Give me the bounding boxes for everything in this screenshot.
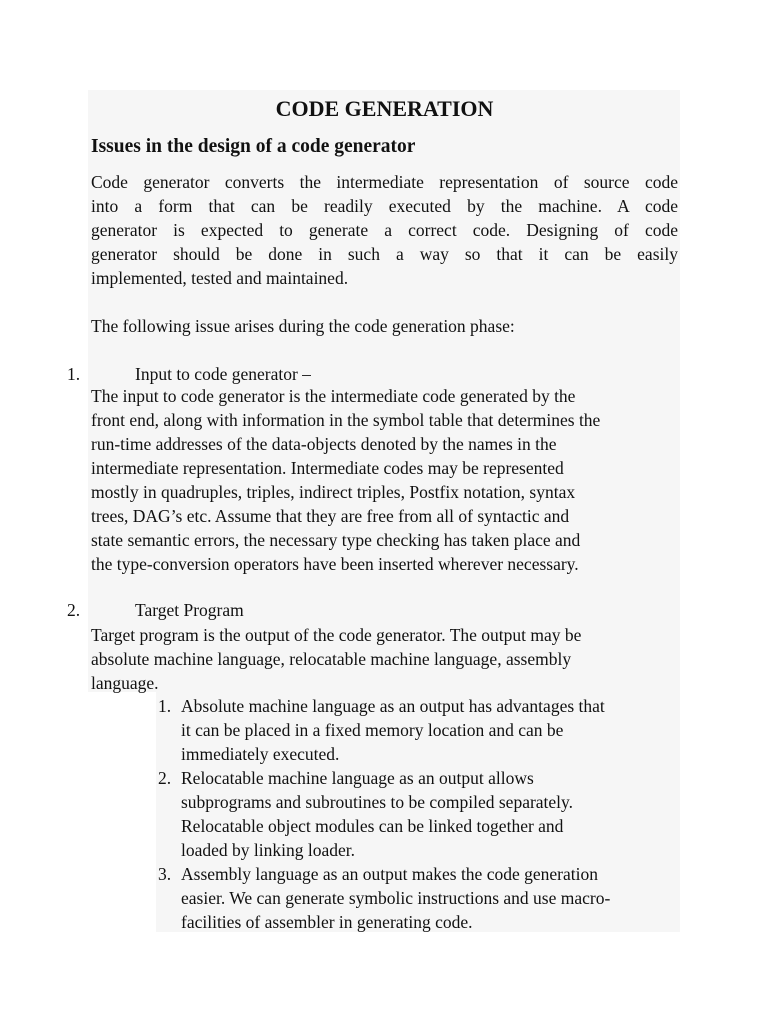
following-issue-text: The following issue arises during the code generation phase: [91,316,515,336]
intro-line: into a form that can be readily executed by the machine. A code [91,196,678,216]
section-1-title: Input to code generator – [135,364,311,384]
list-item-3-number: 3. [158,864,172,884]
list-item-1-line: Absolute machine language as an output has advantages that [181,696,605,716]
intro-line: implemented, tested and maintained. [91,268,349,288]
list-item-2-line: Relocatable object modules can be linked together and [181,816,564,836]
section-1-line: mostly in quadruples, triples, indirect triples, Postfix notation, syntax [91,482,576,502]
list-item-2-line: subprograms and subroutines to be compiled separately. [181,792,574,812]
intro-line: Code generator converts the intermediate representation of source code [91,172,678,192]
list-item-1-line: immediately executed. [181,744,340,764]
section-1-line: trees, DAG’s etc. Assume that they are free from all of syntactic and [91,506,570,526]
list-item-3-line: facilities of assembler in generating code. [181,912,473,932]
section-1-line: The input to code generator is the intermediate code generated by the [91,386,576,406]
section-2-number: 2. [67,600,81,620]
list-item-2-number: 2. [158,768,172,788]
section-2-line: absolute machine language, relocatable machine language, assembly [91,649,572,669]
section-heading: Issues in the design of a code generator [91,136,416,157]
section-1-line: run-time addresses of the data-objects denoted by the names in the [91,434,557,454]
list-item-3-line: easier. We can generate symbolic instructions and use macro- [181,888,611,908]
list-item-3-line: Assembly language as an output makes the code generation [181,864,598,884]
section-1-number: 1. [67,364,81,384]
page-title: CODE GENERATION [275,96,494,121]
section-1-line: state semantic errors, the necessary type checking has taken place and [91,530,581,550]
list-item-1-line: it can be placed in a fixed memory location and can be [181,720,564,740]
intro-line: generator is expected to generate a correct code. Designing of code [91,220,678,240]
section-2-line: language. [91,673,159,693]
section-2-title: Target Program [135,600,244,620]
list-item-2-line: loaded by linking loader. [181,840,355,860]
section-1-line: front end, along with information in the symbol table that determines the [91,410,601,430]
list-item-1-number: 1. [158,696,172,716]
section-1-line: intermediate representation. Intermediate codes may be represented [91,458,564,478]
section-2-line: Target program is the output of the code generator. The output may be [91,625,582,645]
intro-line: generator should be done in such a way so that it can be easily [91,244,678,264]
section-1-line: the type-conversion operators have been inserted wherever necessary. [91,554,579,574]
list-item-2-line: Relocatable machine language as an output allows [181,768,534,788]
